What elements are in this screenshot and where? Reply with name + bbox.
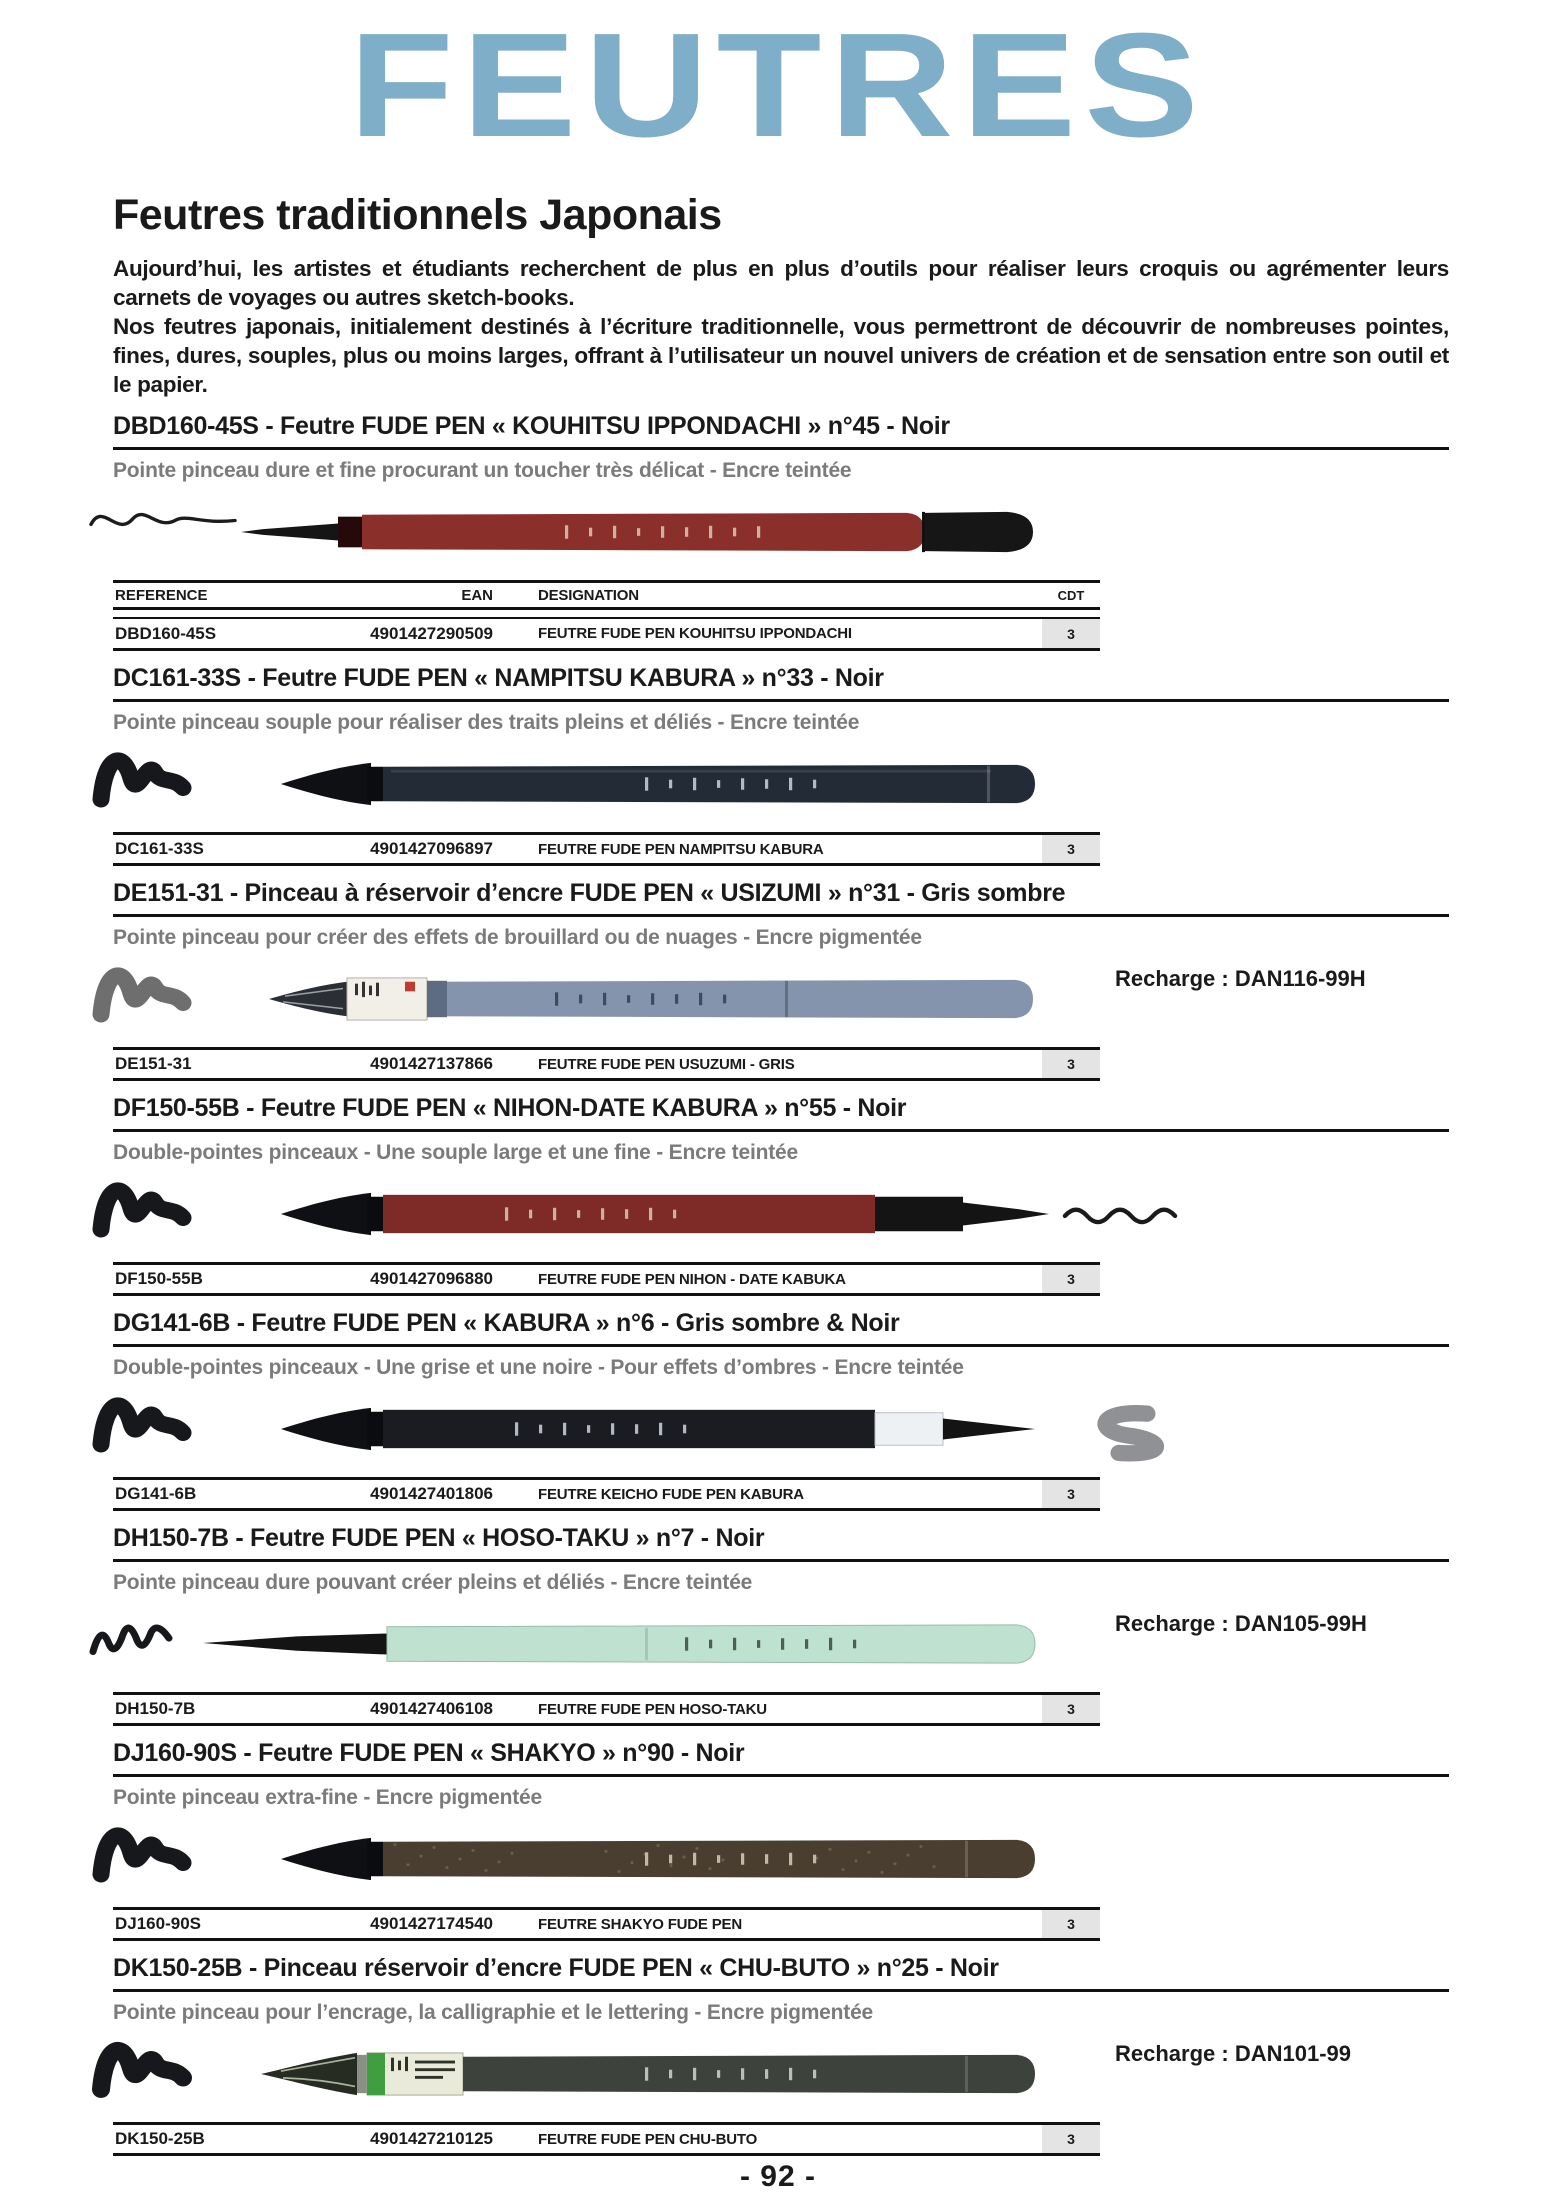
pen-illustration (85, 2028, 1245, 2120)
product-subtitle: Pointe pinceau pour créer des effets de brouillard ou de nuages - Encre pigmentée (113, 926, 922, 949)
product-pen-image (85, 2028, 1245, 2120)
pen-illustration (85, 953, 1245, 1045)
product-table (113, 2122, 1100, 2156)
product-title: DK150-25B - Pinceau réservoir d’encre FUDE PEN « CHU-BUTO » n°25 - Noir (113, 1953, 1449, 1992)
product-designation: FEUTRE KEICHO FUDE PEN KABURA (538, 1485, 804, 1503)
pen-illustration (85, 1598, 1245, 1690)
product-subtitle: Pointe pinceau souple pour réaliser des traits pleins et déliés - Encre teintée (113, 711, 860, 734)
product-designation: FEUTRE SHAKYO FUDE PEN (538, 1915, 742, 1933)
product-reference: DC161-33S (115, 839, 204, 858)
product-cdt: 3 (1042, 619, 1100, 648)
pen-illustration (85, 738, 1245, 830)
product-subtitle: Pointe pinceau dure pouvant créer pleins et déliés - Encre teintée (113, 1571, 753, 1594)
product-section-dg141-6b (113, 1296, 1449, 1511)
product-ean: 4901427096880 (370, 1269, 493, 1288)
product-designation: FEUTRE FUDE PEN NIHON - DATE KABUKA (538, 1270, 846, 1288)
table-row (113, 1047, 1100, 1081)
product-ean: 4901427406108 (370, 1699, 493, 1718)
table-row (113, 1477, 1100, 1511)
banner-title (0, 3, 1556, 172)
product-title: DJ160-90S - Feutre FUDE PEN « SHAKYO » n°90 - Noir (113, 1738, 1449, 1777)
product-table (113, 1047, 1100, 1081)
product-subtitle: Double-pointes pinceaux - Une souple large et une fine - Encre teintée (113, 1141, 798, 1164)
column-header-ean: EAN (461, 586, 493, 604)
product-reference: DJ160-90S (115, 1914, 202, 1933)
product-designation: FEUTRE FUDE PEN CHU-BUTO (538, 2130, 758, 2148)
product-reference: DBD160-45S (115, 623, 217, 643)
product-ean: 4901427401806 (370, 1484, 493, 1503)
product-section-de151-31 (113, 866, 1449, 1081)
product-subtitle: Pointe pinceau dure et fine procurant un toucher très délicat - Encre teintée (113, 459, 852, 482)
product-table (113, 1262, 1100, 1296)
product-reference: DF150-55B (115, 1269, 203, 1288)
product-designation: FEUTRE FUDE PEN KOUHITSU IPPONDACHI (538, 625, 852, 642)
product-pen-image (85, 1383, 1245, 1475)
page-number: - 92 - (739, 2160, 817, 2193)
product-section-dk150-25b (113, 1941, 1449, 2156)
column-header-reference: REFERENCE (115, 586, 208, 604)
product-subtitle: Double-pointes pinceaux - Une grise et une noire - Pour effets d’ombres - Encre teintée (113, 1356, 964, 1379)
product-cdt: 3 (1042, 1910, 1100, 1938)
product-title: DF150-55B - Feutre FUDE PEN « NIHON-DATE KABURA » n°55 - Noir (113, 1093, 1449, 1132)
product-cdt: 3 (1042, 1050, 1100, 1078)
column-header-designation: DESIGNATION (538, 586, 639, 604)
product-ean: 4901427137866 (370, 1054, 493, 1073)
product-table (113, 580, 1100, 651)
product-pen-image (85, 953, 1245, 1045)
table-header (113, 580, 1100, 610)
product-reference: DH150-7B (115, 1699, 196, 1718)
pen-illustration (85, 1813, 1245, 1905)
product-reference: DG141-6B (115, 1484, 197, 1503)
pen-illustration (85, 1383, 1245, 1475)
banner-title-text: FEUTRES (348, 3, 1208, 168)
product-pen-image (85, 1598, 1245, 1690)
product-section-dc161-33s (113, 651, 1449, 866)
product-pen-image (85, 1813, 1245, 1905)
intro-paragraph: Nos feutres japonais, initialement destinés à l’écriture traditionnelle, vous permettront de découvrir de nombreuses pointes, fines, dures, souples, plus ou moins larges, offrant à l’utilisateur un nouvel univers de création et de sensation entre son outil et le papier. (113, 314, 1449, 397)
product-cdt: 3 (1042, 1265, 1100, 1293)
product-title: DH150-7B - Feutre FUDE PEN « HOSO-TAKU » n°7 - Noir (113, 1523, 1449, 1562)
product-ean: 4901427096897 (370, 839, 493, 858)
page-heading: Feutres traditionnels Japonais (113, 191, 722, 239)
table-row (113, 617, 1100, 651)
product-pen-image (85, 1168, 1245, 1260)
product-ean: 4901427174540 (370, 1914, 493, 1933)
table-header-gap (113, 610, 1100, 617)
product-cdt: 3 (1042, 1695, 1100, 1723)
product-table (113, 832, 1100, 866)
product-table (113, 1692, 1100, 1726)
product-designation: FEUTRE FUDE PEN HOSO-TAKU (538, 1700, 767, 1718)
product-table (113, 1907, 1100, 1941)
table-row (113, 832, 1100, 866)
table-row (113, 1692, 1100, 1726)
pen-illustration (85, 486, 1245, 578)
product-designation: FEUTRE FUDE PEN NAMPITSU KABURA (538, 840, 824, 858)
product-cdt: 3 (1042, 1480, 1100, 1508)
product-reference: DK150-25B (115, 2129, 205, 2148)
product-subtitle: Pointe pinceau pour l’encrage, la calligraphie et le lettering - Encre pigmentée (113, 2001, 874, 2024)
recharge-note: Recharge : DAN116-99H (1115, 966, 1366, 991)
product-section-dbd160-45s (113, 399, 1449, 651)
product-reference: DE151-31 (115, 1054, 192, 1073)
intro-paragraph: Aujourd’hui, les artistes et étudiants recherchent de plus en plus d’outils pour réaliser leurs croquis ou agrémenter leurs carnets de voyages ou autres sketch-books. (113, 256, 1449, 310)
product-designation: FEUTRE FUDE PEN USUZUMI - GRIS (538, 1055, 795, 1073)
product-ean: 4901427290509 (370, 623, 493, 643)
product-ean: 4901427210125 (370, 2129, 493, 2148)
table-row (113, 2122, 1100, 2156)
product-table (113, 1477, 1100, 1511)
recharge-note: Recharge : DAN105-99H (1115, 1611, 1367, 1636)
column-header-cdt: CDT (1057, 587, 1085, 603)
product-pen-image (85, 486, 1245, 578)
product-section-dj160-90s (113, 1726, 1449, 1941)
product-title: DE151-31 - Pinceau à réservoir d’encre FUDE PEN « USIZUMI » n°31 - Gris sombre (113, 878, 1449, 917)
pen-illustration (85, 1168, 1245, 1260)
product-title: DBD160-45S - Feutre FUDE PEN « KOUHITSU IPPONDACHI » n°45 - Noir (113, 411, 1449, 450)
product-section-dh150-7b (113, 1511, 1449, 1726)
product-cdt: 3 (1042, 835, 1100, 863)
table-row (113, 1262, 1100, 1296)
product-cdt: 3 (1042, 2125, 1100, 2153)
table-row (113, 1907, 1100, 1941)
product-title: DG141-6B - Feutre FUDE PEN « KABURA » n°6 - Gris sombre & Noir (113, 1308, 1449, 1347)
product-pen-image (85, 738, 1245, 830)
product-section-df150-55b (113, 1081, 1449, 1296)
intro-text (113, 254, 1449, 399)
product-subtitle: Pointe pinceau extra-fine - Encre pigmentée (113, 1786, 543, 1809)
product-title: DC161-33S - Feutre FUDE PEN « NAMPITSU KABURA » n°33 - Noir (113, 663, 1449, 702)
recharge-note: Recharge : DAN101-99 (1115, 2041, 1351, 2066)
